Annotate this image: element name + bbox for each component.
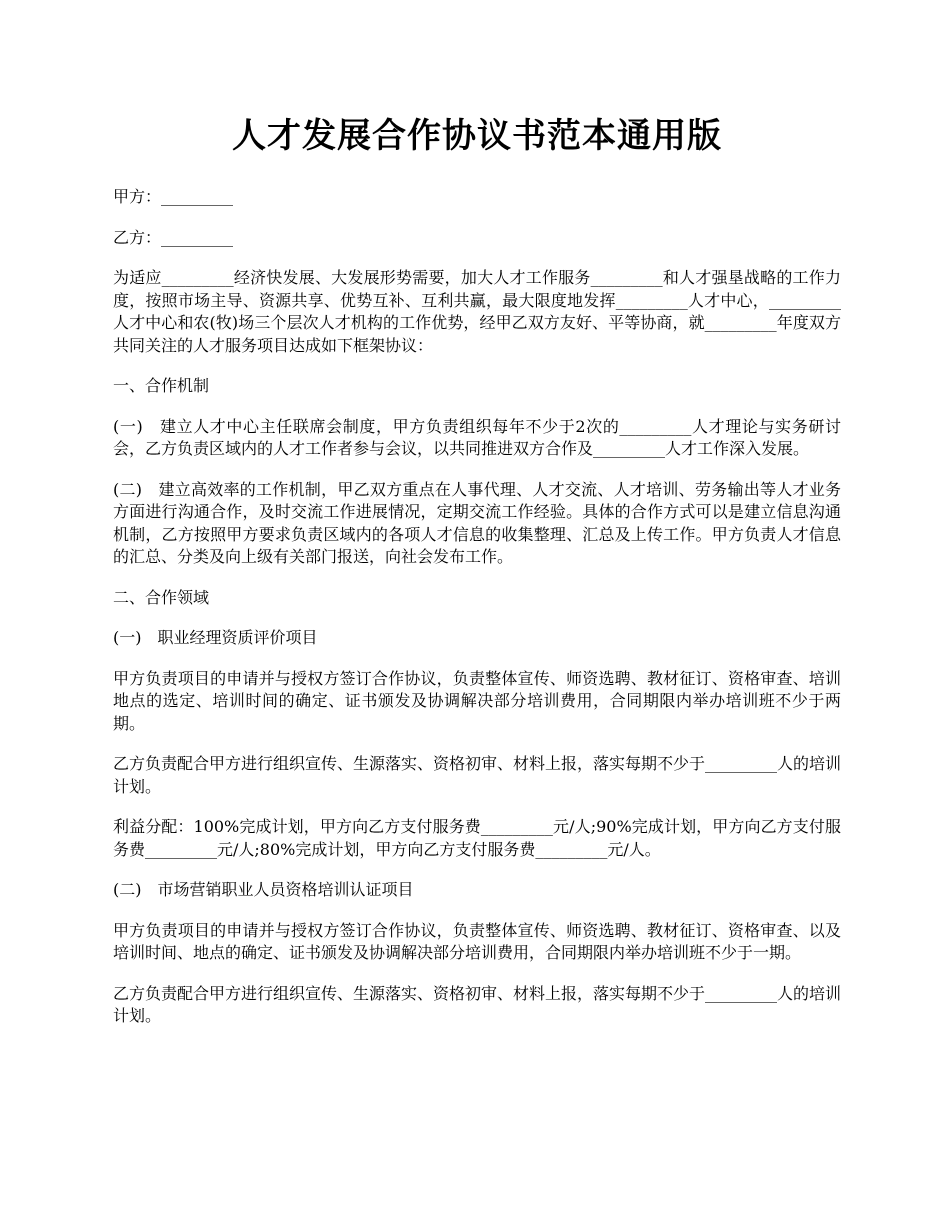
profit-distribution: 利益分配：100%完成计划，甲方向乙方支付服务费_________元/人;90%完成计划，甲方向乙方支付服务费_________元/人;80%完成计划，甲方向乙方支付服务费_________元/人。 — [113, 817, 841, 859]
subheading-marketing-certification: (二) 市场营销职业人员资格培训认证项目 — [113, 880, 414, 899]
preamble-paragraph: 为适应_________经济快发展、大发展形势需要，加大人才工作服务_________和人才强垦战略的工作力度，按照市场主导、资源共享、优势互补、互利共赢，最大限度地发挥_________人才中心，_________人才中心和农(牧)场三个层次人才机构的工作优势，经甲乙双方友好、平等协商，就_________年度双方共同关注的人才服务项目达成如下框架协议： — [113, 268, 841, 355]
marketing-party-a-duties: 甲方负责项目的申请并与授权方签订合作协议，负责整体宣传、师资选聘、教材征订、资格审查、以及培训时间、地点的确定、证书颁发及协调解决部分培训费用，合同期限内举办培训班不少于一期。 — [113, 920, 841, 962]
party-b-line: 乙方：_________ — [113, 227, 234, 247]
subheading-manager-qualification: (一) 职业经理资质评价项目 — [113, 628, 318, 647]
document-title: 人才发展合作协议书范本通用版 — [232, 116, 722, 156]
section-heading-cooperation-fields: 二、合作领域 — [113, 587, 210, 607]
party-a-line: 甲方：_________ — [113, 187, 234, 206]
mechanism-item-2: (二) 建立高效率的工作机制，甲乙双方重点在人事代理、人才交流、人才培训、劳务输出等人才业务方面进行沟通合作，及时交流工作进展情况，定期交流工作经验。具体的合作方式可以是建立信息沟通机制，乙方按照甲方要求负责区域内的各项人才信息的收集整理、汇总及上传工作。甲方负责人才信息的汇总、分类及向上级有关部门报送，向社会发布工作。 — [113, 479, 841, 566]
section-heading-cooperation-mechanism: 一、合作机制 — [113, 376, 210, 395]
manager-party-b-duties: 乙方负责配合甲方进行组织宣传、生源落实、资格初审、材料上报，落实每期不少于_________人的培训计划。 — [113, 754, 842, 796]
manager-party-a-duties: 甲方负责项目的申请并与授权方签订合作协议，负责整体宣传、师资选聘、教材征订、资格审查、培训地点的选定、培训时间的确定、证书颁发及协调解决部分培训费用，合同期限内举办培训班不少于两期。 — [113, 668, 841, 733]
marketing-party-b-duties: 乙方负责配合甲方进行组织宣传、生源落实、资格初审、材料上报，落实每期不少于_________人的培训计划。 — [113, 983, 842, 1025]
document-page — [113, 110, 841, 1046]
mechanism-item-1: (一) 建立人才中心主任联席会制度，甲方负责组织每年不少于2次的_________人才理论与实务研讨会，乙方负责区域内的人才工作者参与会议，以共同推进双方合作及_________人才工作深入发展。 — [113, 416, 841, 458]
